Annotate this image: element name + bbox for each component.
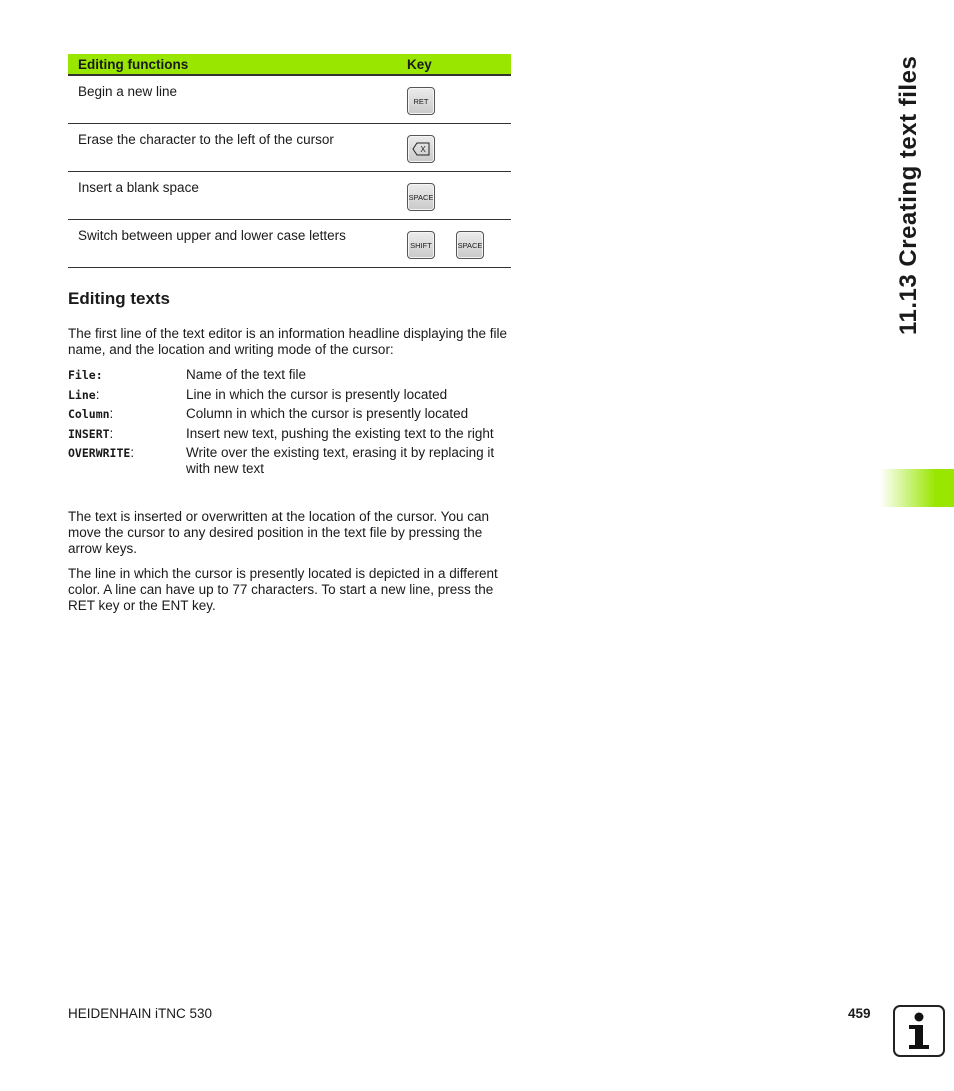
section-heading: Editing texts: [68, 289, 171, 308]
term: Line: [68, 387, 96, 402]
term-description: Name of the text file: [186, 367, 307, 382]
header-key: Key: [407, 56, 432, 72]
line-color-paragraph: The line in which the cursor is presently located is depicted in a different color. A line can have up to 77 characters. To start a new line, press the RET key or the ENT key.: [68, 566, 498, 613]
table-row: [68, 76, 511, 124]
editing-functions-table: [68, 54, 511, 268]
term-description: Insert new text, pushing the existing text to the right: [186, 425, 494, 441]
space-key: SPACE: [456, 231, 484, 259]
backspace-key: [407, 135, 435, 163]
info-icon: [893, 1005, 945, 1057]
chapter-tab: [880, 469, 954, 507]
term: Column: [68, 407, 110, 421]
function-label: Erase the character to the left of the cursor: [78, 132, 334, 147]
term: OVERWRITE: [68, 446, 131, 460]
function-label: Switch between upper and lower case letters: [78, 228, 346, 243]
list-item: [68, 367, 513, 383]
function-label: Insert a blank space: [78, 180, 199, 195]
header-editing-functions: Editing functions: [78, 56, 189, 72]
list-item: Line: Line in which the cursor is presently located: [68, 387, 513, 403]
definition-list: [68, 367, 513, 481]
footer-product: HEIDENHAIN iTNC 530: [68, 1006, 213, 1021]
backspace-key-icon: [412, 142, 430, 156]
term: File:: [68, 368, 103, 382]
table-row: [68, 220, 511, 268]
intro-paragraph: The first line of the text editor is an information headline displaying the file name, and the location and writing mode of the cursor:: [68, 326, 507, 357]
table-header: [68, 54, 511, 76]
list-item: OVERWRITE: Write over the existing text, erasing it by replacing it with new text: [68, 445, 513, 477]
term-description: Column in which the cursor is presently located: [186, 406, 469, 421]
term-description: Line in which the cursor is presently located: [186, 386, 448, 402]
page-number: 459: [848, 1006, 871, 1021]
list-item: INSERT: Insert new text, pushing the existing text to the right: [68, 426, 513, 442]
table-row: [68, 172, 511, 220]
ret-key: RET: [407, 87, 435, 115]
space-key: SPACE: [407, 183, 435, 211]
chapter-side-title: 11.13 Creating text files: [895, 55, 922, 335]
term-description: Write over the existing text, erasing it by replacing it with new text: [186, 445, 495, 476]
backspace-key-letter: X: [420, 145, 426, 154]
shift-key: SHIFT: [407, 231, 435, 259]
table-row: [68, 124, 511, 172]
list-item: Column: Column in which the cursor is presently located: [68, 406, 513, 422]
cursor-paragraph: The text is inserted or overwritten at the location of the cursor. You can move the cursor to any desired position in the text file by pressing the arrow keys.: [68, 509, 489, 556]
function-label: Begin a new line: [78, 84, 178, 99]
term: INSERT: [68, 426, 110, 441]
